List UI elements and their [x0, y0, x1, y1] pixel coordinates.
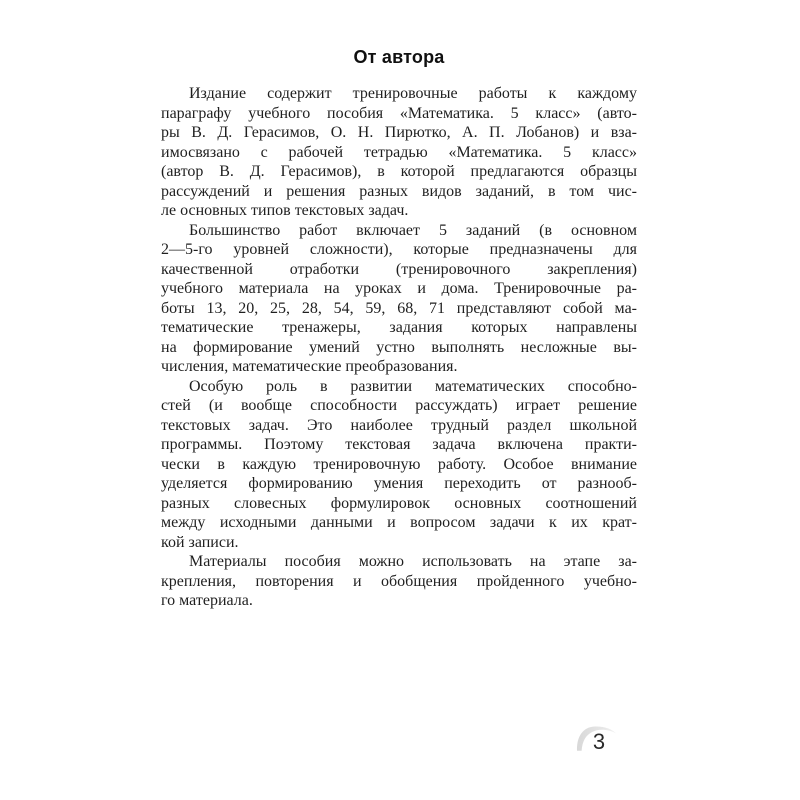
body-text: [161, 84, 637, 611]
text-line: стей (и вообще способности рассуждать) играет решение: [161, 397, 637, 414]
paragraph: [161, 221, 637, 377]
text-line: боты 13, 20, 25, 28, 54, 59, 68, 71 представляют собой ма-: [161, 299, 637, 317]
text-line: разных словесных формулировок основных соотношений: [161, 494, 637, 512]
text-line: Особую роль в развитии математических способно-: [189, 377, 637, 395]
text-line: текстовых задач. Это наиболее трудный раздел школьной: [161, 416, 637, 434]
text-line: на формирование умений устно выполнять несложные вы-: [161, 338, 637, 356]
paragraph: [161, 377, 637, 553]
text-line: параграфу учебного пособия «Математика. 5 класс» (авто-: [161, 104, 637, 122]
paragraph: [161, 84, 637, 221]
text-line: ры В. Д. Герасимов, О. Н. Пирютко, А. П. Лобанов) и вза-: [161, 124, 637, 141]
text-line: 2—5-го уровней сложности), которые предназначены для: [161, 241, 637, 258]
text-line: рассуждений и решения разных видов заданий, в том чис-: [161, 182, 637, 200]
page-title: От автора: [353, 47, 445, 67]
text-line: числения, математические преобразования.: [161, 358, 458, 375]
text-line: Большинство работ включает 5 заданий (в основном: [189, 221, 637, 239]
text-line: программы. Поэтому текстовая задача включена практи-: [161, 436, 637, 453]
text-line: качественной отработки (тренировочного закрепления): [161, 260, 637, 278]
text-line: крепления, повторения и обобщения пройденного учебно-: [161, 572, 637, 590]
text-line: ле основных типов текстовых задач.: [161, 202, 409, 219]
page-number: 3: [592, 729, 606, 754]
text-line: учебного материала на уроках и дома. Тренировочные ра-: [161, 280, 637, 297]
text-line: имосвязано с рабочей тетрадью «Математика. 5 класс»: [161, 143, 637, 161]
text-line: кой записи.: [161, 533, 239, 551]
text-line: между исходными данными и вопросом задачи к их крат-: [161, 514, 637, 531]
text-line: тематические тренажеры, задания которых направлены: [161, 319, 637, 336]
text-line: Издание содержит тренировочные работы к каждому: [189, 85, 637, 102]
paragraph: [161, 552, 637, 611]
text-line: (автор В. Д. Герасимов), в которой предлагаются образцы: [161, 163, 637, 180]
text-line: го материала.: [161, 592, 253, 609]
text-line: уделяется формированию умения переходить от разнооб-: [161, 475, 637, 492]
text-line: чески в каждую тренировочную работу. Особое внимание: [161, 455, 637, 473]
text-line: Материалы пособия можно использовать на этапе за-: [189, 553, 637, 570]
